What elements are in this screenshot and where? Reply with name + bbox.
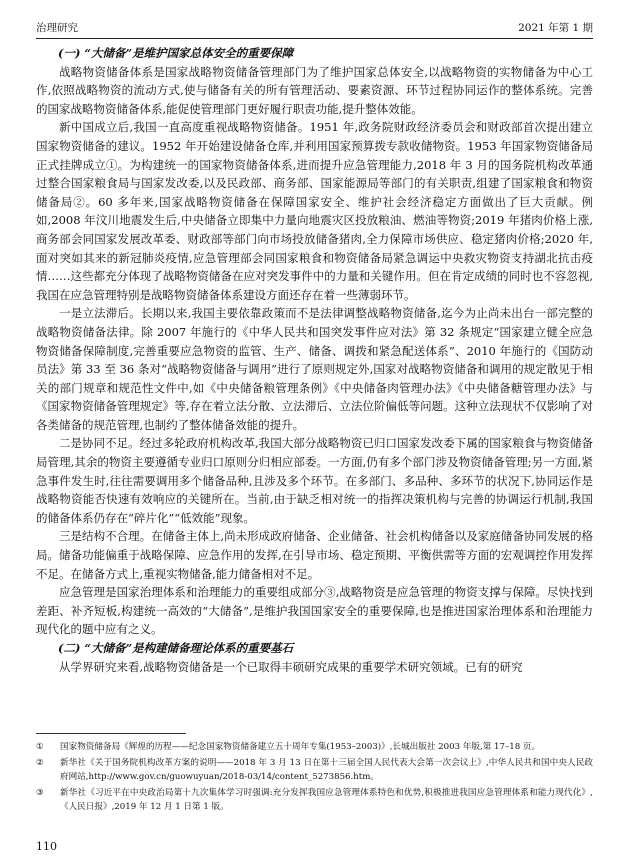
page-number: 110 xyxy=(36,840,57,853)
body-paragraph: 战略物资储备体系是国家战略物资储备管理部门为了维护国家总体安全,以战略物资的实物储备为中心工作,依照战略物资的流动方式,使与储备有关的所有管理活动、要素资源、环节过程协同运作的整体系统。完善的国家战略物资储备体系,能促使管理部门更好履行职责功能,提升整体效能。 xyxy=(36,64,593,116)
footnote-item xyxy=(36,786,593,814)
running-header xyxy=(36,20,593,39)
footnote-item xyxy=(36,740,593,754)
body-paragraph: 从学界研究来看,战略物资储备是一个已取得丰硕研究成果的重要学术研究领域。已有的研究 xyxy=(59,659,523,674)
article-body xyxy=(36,44,593,676)
footnote-divider xyxy=(36,733,186,734)
footnote-text: 新华社《关于国务院机构改革方案的说明——2018 年 3 月 13 日在第十三届全国人民代表大会第一次会议上》,中华人民共和国中央人民政府网站,http://www.gov.cn/guowuyuan/2018-03/14/content_5273856.htm。 xyxy=(60,758,593,782)
body-paragraph: 应急管理是国家治理体系和治理能力的重要组成部分③,战略物资是应急管理的物资支撑与保障。尽快找到差距、补齐短板,构建统一高效的“大储备”,是维护我国国家安全的重要保障,也是推进国家治理体系和治理能力现代化的题中应有之义。 xyxy=(36,585,593,637)
footnote-text: 国家物资储备局《辉煌的历程——纪念国家物资储备建立五十周年专集(1953–2003)》,长城出版社 2003 年版,第 17–18 页。 xyxy=(60,742,541,752)
section-heading-1: (一) “大储备”是维护国家总体安全的重要保障 xyxy=(58,46,294,60)
footnote-mark: ② xyxy=(36,758,44,768)
body-paragraph: 二是协同不足。经过多轮政府机构改革,我国大部分战略物资已归口国家发改委下属的国家粮食与物资储备局管理,其余的物资主要遵循专业归口原则分归相应部委。一方面,仍有多个部门涉及物资储备管理;另一方面,紧急事件发生时,往往需要调用多个储备品种,且涉及多个环节。在多部门、多品种、多环节的状况下,协同运作是战略物资能否快速有效响应的关键所在。当前,由于缺乏相对统一的指挥决策机构与完善的协调运行机制,我国的储备体系仍存在“碎片化”“低效能”现象。 xyxy=(36,436,593,525)
body-paragraph: 新中国成立后,我国一直高度重视战略物资储备。1951 年,政务院财政经济委员会和财政部首次提出建立国家物资储备的建议。1952 年开始建设储备仓库,并利用国家预算拨专款收储物资。1953 年国家物资储备局正式挂牌成立①。为构建统一的国家物资储备体系,进而提升应急管理能力,2018 年 3 月的国务院机构改革通过整合国家粮食局与国家发改委,以及民政部、商务部、国家能源局等部门的有关职责,组建了国家粮食和物资储备局②。60 多年来,国家战略物资储备在保障国家安全、维护社会经济稳定方面做出了巨大贡献。例如,2008 年汶川地震发生后,中央储备立即集中力量向地震灾区投放粮油、燃油等物资;2019 年猪肉价格上涨,商务部会同国家发展改革委、财政部等部门向市场投放储备猪肉,全力保障市场供应、稳定猪肉价格;2020 年,面对突如其来的新冠肺炎疫情,应急管理部会同国家粮食和物资储备局紧急调运中央救灾物资支持湖北抗击疫情……这些都充分体现了战略物资储备在应对突发事件中的力量和关键作用。但在肯定成绩的同时也不容忽视,我国在应急管理特别是战略物资储备体系建设方面还存在着一些薄弱环节。 xyxy=(36,120,593,302)
body-paragraph: 三是结构不合理。在储备主体上,尚未形成政府储备、企业储备、社会机构储备以及家庭储备协同发展的格局。储备功能偏重于战略保障、应急作用的发挥,在引导市场、稳定预期、平衡供需等方面的宏观调控作用发挥不足。在储备方式上,重视实物储备,能力储备相对不足。 xyxy=(36,529,593,581)
footnotes xyxy=(36,740,593,816)
footnote-mark: ① xyxy=(36,742,44,752)
issue-label: 2021 年第 1 期 xyxy=(518,22,593,34)
journal-name: 治理研究 xyxy=(36,22,78,34)
body-paragraph: 一是立法滞后。长期以来,我国主要依靠政策而不是法律调整战略物资储备,迄今为止尚未出台一部完整的战略物资储备法律。除 2007 年施行的《中华人民共和国突发事件应对法》第 32 条规定“国家建立健全应急物资储备保障制度,完善重要应急物资的监管、生产、储备、调拨和紧急配送体系”、2010 年施行的《国防动员法》第 33 至 36 条对“战略物资储备与调用”进行了原则规定外,国家对战略物资储备和调用的规定散见于相关的部门规章和规范性文件中,如《中央储备粮管理条例》《中央储备肉管理办法》《中央储备糖管理办法》与《国家物资储备管理规定》等,存在着立法分散、立法滞后、立法位阶偏低等问题。这种立法现状不仅影响了对各类储备的规范管理,也制约了整体储备效能的提升。 xyxy=(36,306,593,432)
section-heading-2: (二) “大储备”是构建储备理论体系的重要基石 xyxy=(58,641,294,655)
footnote-text: 新华社《习近平在中央政治局第十九次集体学习时强调:充分发挥我国应急管理体系特色和优势,积极推进我国应急管理体系和能力现代化》,《人民日报》,2019 年 12 月 1 日第 1 版。 xyxy=(60,788,593,812)
footnote-item xyxy=(36,756,593,784)
footnote-mark: ③ xyxy=(36,788,44,798)
